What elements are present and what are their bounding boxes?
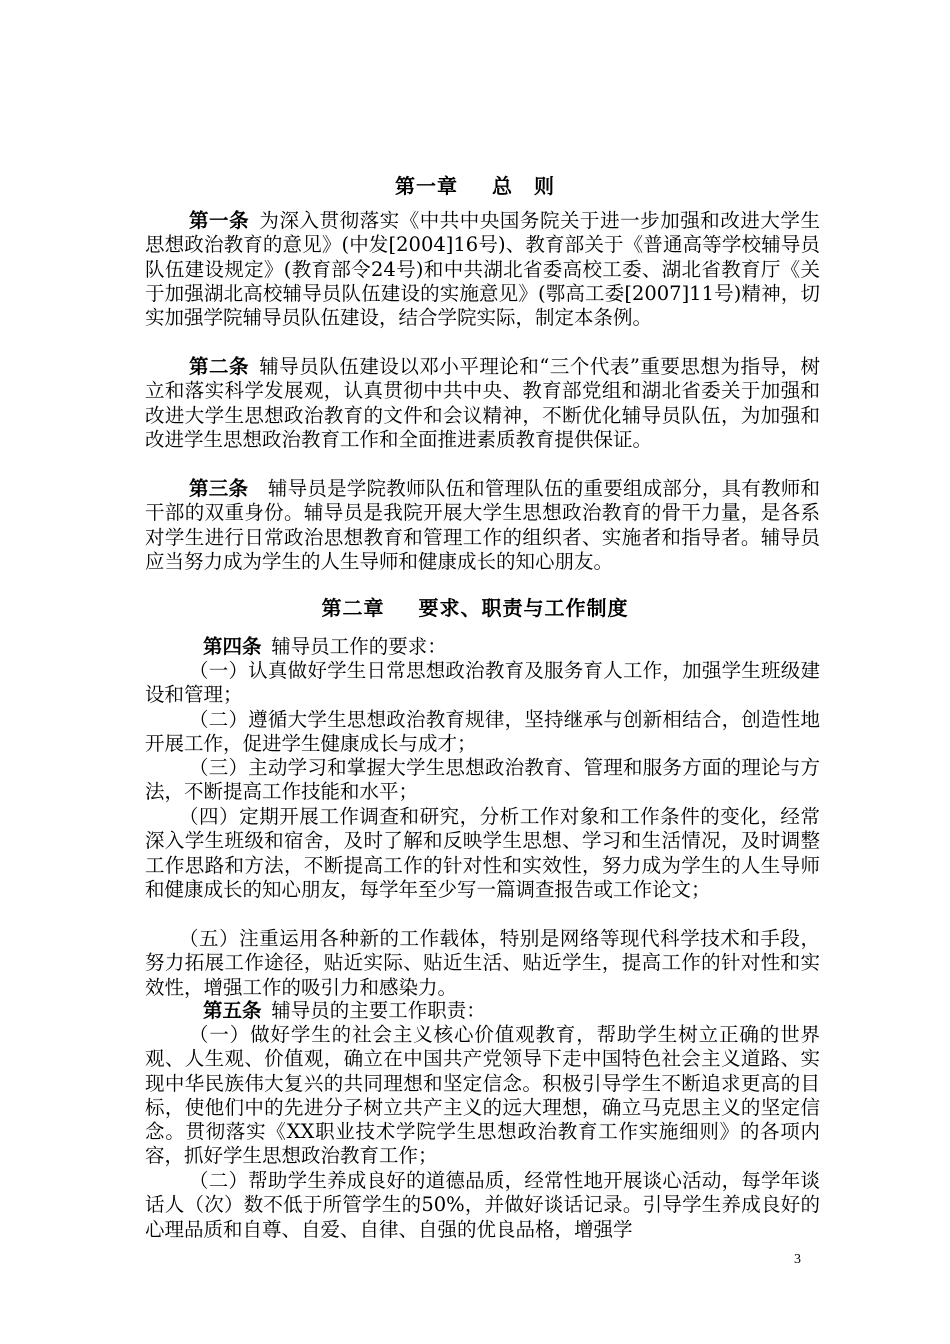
article-2-text: 辅导员队伍建设以邓小平理论和“三个代表”重要思想为指导，树立和落实科学发展观，认真贯彻中共中央、教育部党组和湖北省委关于加强和改进大学生思想政治教育的文件和会议精神，不断优化辅导员队伍，为加强和改进学生思想政治教育工作和全面推进素质教育提供保证。: [145, 355, 820, 451]
article-3-label: 第三条: [189, 477, 249, 500]
chapter-1-title: 总 则: [492, 174, 555, 198]
article-2: [145, 355, 820, 452]
page-number: 3: [794, 1252, 801, 1267]
chapter-2-heading: [0, 592, 950, 621]
chapter-2-label: 第二章: [321, 596, 385, 620]
article-5-text: 辅导员的主要工作职责：: [271, 999, 486, 1022]
article-1-label: 第一条: [189, 209, 250, 232]
article-3: [145, 477, 820, 574]
article-4-item-1: （一）认真做好学生日常思想政治教育及服务育人工作，加强学生班级建设和管理；: [145, 659, 820, 707]
article-5-label: 第五条: [203, 999, 262, 1022]
chapter-2-title: 要求、职责与工作制度: [418, 596, 629, 620]
chapter-1-label: 第一章: [395, 174, 458, 198]
article-1: [145, 209, 820, 330]
article-4-item-4: （四）定期开展工作调查和研究，分析工作对象和工作条件的变化，经常深入学生班级和宿舍，及时了解和反映学生思想、学习和生活情况，及时调整工作思路和方法，不断提高工作的针对性和实效性，努力成为学生的人生导师和健康成长的知心朋友，每学年至少写一篇调查报告或工作论文；: [145, 805, 820, 901]
article-2-label: 第二条: [189, 355, 250, 378]
article-4-item-5: （五）注重运用各种新的工作载体，特别是网络等现代科学技术和手段，努力拓展工作途径，贴近实际、贴近生活、贴近学生，提高工作的针对性和实效性，增强工作的吸引力和感染力。: [145, 927, 820, 999]
chapter-1-heading: [0, 170, 950, 199]
article-4-label: 第四条: [203, 635, 262, 658]
article-5-item-2: （二）帮助学生养成良好的道德品质，经常性地开展谈心活动，每学年谈话人（次）数不低于所管学生的50%，并做好谈话记录。引导学生养成良好的心理品质和自尊、自爱、自律、自强的优良品格，增强学: [145, 1169, 820, 1241]
article-5-item-1: （一）做好学生的社会主义核心价值观教育，帮助学生树立正确的世界观、人生观、价值观，确立在中国共产党领导下走中国特色社会主义道路、实现中华民族伟大复兴的共同理想和坚定信念。积极引导学生不断追求更高的目标，使他们中的先进分子树立共产主义的远大理想，确立马克思主义的坚定信念。贯彻落实《XX职业技术学院学生思想政治教育工作实施细则》的各项内容，抓好学生思想政治教育工作；: [145, 1023, 820, 1168]
article-4: [145, 635, 820, 659]
article-3-text: 辅导员是学院教师队伍和管理队伍的重要组成部分，具有教师和干部的双重身份。辅导员是我院开展大学生思想政治教育的骨干力量，是各系对学生进行日常政治思想教育和管理工作的组织者、实施者和指导者。辅导员应当努力成为学生的人生导师和健康成长的知心朋友。: [145, 477, 820, 573]
article-4-item-3: （三）主动学习和掌握大学生思想政治教育、管理和服务方面的理论与方法，不断提高工作技能和水平；: [145, 756, 820, 804]
article-5: [145, 999, 820, 1023]
article-4-text: 辅导员工作的要求：: [271, 635, 447, 658]
article-4-item-2: （二）遵循大学生思想政治教育规律，坚持继承与创新相结合，创造性地开展工作，促进学生健康成长与成才；: [145, 708, 820, 756]
article-1-text: 为深入贯彻落实《中共中央国务院关于进一步加强和改进大学生思想政治教育的意见》(中发[2004]16号)、教育部关于《普通高等学校辅导员队伍建设规定》(教育部令24号)和中共湖北省委高校工委、湖北省教育厅《关于加强湖北高校辅导员队伍建设的实施意见》(鄂高工委[2007]11号)精神，切实加强学院辅导员队伍建设，结合学院实际，制定本条例。: [145, 209, 820, 330]
